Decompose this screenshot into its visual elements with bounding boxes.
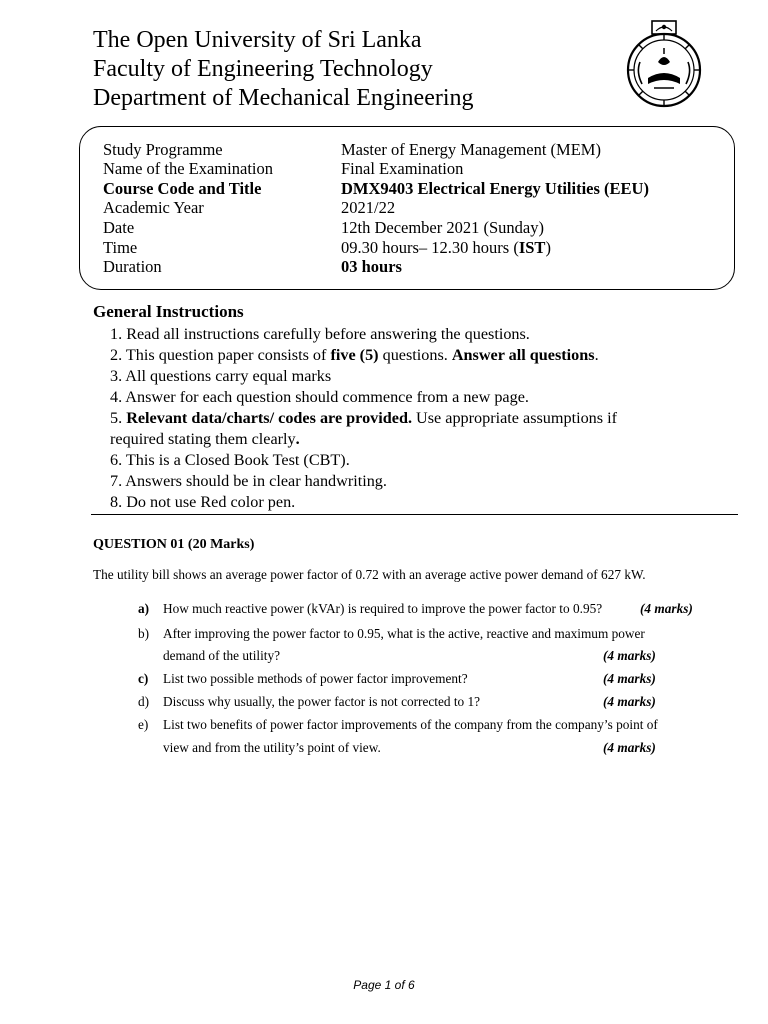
sub-question-text: view and from the utility’s point of view. bbox=[163, 740, 381, 755]
sub-question-letter: a) bbox=[138, 601, 150, 616]
info-label: Name of the Examination bbox=[103, 159, 273, 178]
timezone: IST bbox=[518, 238, 546, 257]
marks-label: (4 marks) bbox=[640, 601, 693, 616]
department-name: Department of Mechanical Engineering bbox=[93, 85, 474, 111]
section-divider bbox=[91, 514, 738, 515]
instruction-text: . bbox=[594, 346, 599, 364]
time-range: 09.30 hours– 12.30 hours ( bbox=[341, 238, 519, 257]
instruction-item: 4. Answer for each question should commence from a new page. bbox=[110, 388, 529, 406]
question-intro: The utility bill shows an average power factor of 0.72 with an average active power demand of 627 kW. bbox=[93, 567, 646, 582]
instruction-item: 7. Answers should be in clear handwriting. bbox=[110, 472, 387, 490]
sub-question-text: How much reactive power (kVAr) is required to improve the power factor to 0.95? bbox=[163, 601, 603, 616]
instruction-bold: . bbox=[295, 430, 300, 448]
instruction-bold: Answer all questions bbox=[451, 346, 595, 364]
sub-question-letter: e) bbox=[138, 717, 149, 732]
info-label: Study Programme bbox=[103, 140, 223, 159]
time-close: ) bbox=[545, 238, 551, 257]
instruction-item: 8. Do not use Red color pen. bbox=[110, 493, 296, 511]
info-value bbox=[341, 238, 551, 257]
instruction-text: required stating them clearly bbox=[110, 430, 296, 448]
instruction-item bbox=[110, 345, 599, 365]
faculty-name: Faculty of Engineering Technology bbox=[93, 56, 433, 82]
marks-label: (4 marks) bbox=[603, 648, 656, 663]
university-seal-icon bbox=[622, 18, 706, 110]
instruction-item: 6. This is a Closed Book Test (CBT). bbox=[110, 451, 350, 469]
info-value: DMX9403 Electrical Energy Utilities (EEU) bbox=[341, 179, 649, 198]
info-value: Master of Energy Management (MEM) bbox=[341, 140, 601, 159]
instruction-item bbox=[110, 408, 617, 428]
info-value: 2021/22 bbox=[341, 198, 396, 217]
instructions-title: General Instructions bbox=[93, 302, 244, 321]
info-label: Academic Year bbox=[103, 198, 204, 217]
instruction-text: Use appropriate assumptions if bbox=[412, 409, 617, 427]
info-value: 12th December 2021 (Sunday) bbox=[341, 218, 544, 237]
institution-header bbox=[93, 26, 474, 113]
sub-question-letter: d) bbox=[138, 694, 150, 709]
sub-question-letter: c) bbox=[138, 671, 149, 686]
instruction-bold: Relevant data/charts/ codes are provided. bbox=[126, 409, 412, 427]
question-title: QUESTION 01 (20 Marks) bbox=[93, 537, 255, 552]
instruction-text: questions. bbox=[378, 346, 452, 364]
instruction-item: 3. All questions carry equal marks bbox=[110, 367, 332, 385]
page-number: Page 1 of 6 bbox=[353, 978, 415, 992]
sub-question-text: demand of the utility? bbox=[163, 648, 281, 663]
info-value: 03 hours bbox=[341, 257, 402, 276]
sub-question-text: After improving the power factor to 0.95, what is the active, reactive and maximum power bbox=[163, 626, 645, 641]
marks-label: (4 marks) bbox=[603, 671, 656, 686]
sub-question-text: Discuss why usually, the power factor is not corrected to 1? bbox=[163, 694, 481, 709]
university-name: The Open University of Sri Lanka bbox=[93, 27, 422, 53]
info-value: Final Examination bbox=[341, 159, 464, 178]
sub-question-letter: b) bbox=[138, 626, 150, 641]
info-label: Time bbox=[103, 238, 138, 257]
info-label: Course Code and Title bbox=[103, 179, 262, 198]
sub-question-text: List two benefits of power factor improvements of the company from the company’s point of bbox=[163, 717, 658, 732]
info-label: Duration bbox=[103, 257, 162, 276]
sub-question-text: List two possible methods of power factor improvement? bbox=[163, 671, 468, 686]
instruction-item: 1. Read all instructions carefully before answering the questions. bbox=[110, 325, 530, 343]
instruction-item-continued bbox=[110, 429, 300, 449]
info-label: Date bbox=[103, 218, 135, 237]
marks-label: (4 marks) bbox=[603, 694, 656, 709]
instruction-text: 2. This question paper consists of bbox=[110, 346, 331, 364]
marks-label: (4 marks) bbox=[603, 740, 656, 755]
instruction-text: 5. bbox=[110, 409, 127, 427]
instruction-bold: five (5) bbox=[330, 346, 379, 364]
